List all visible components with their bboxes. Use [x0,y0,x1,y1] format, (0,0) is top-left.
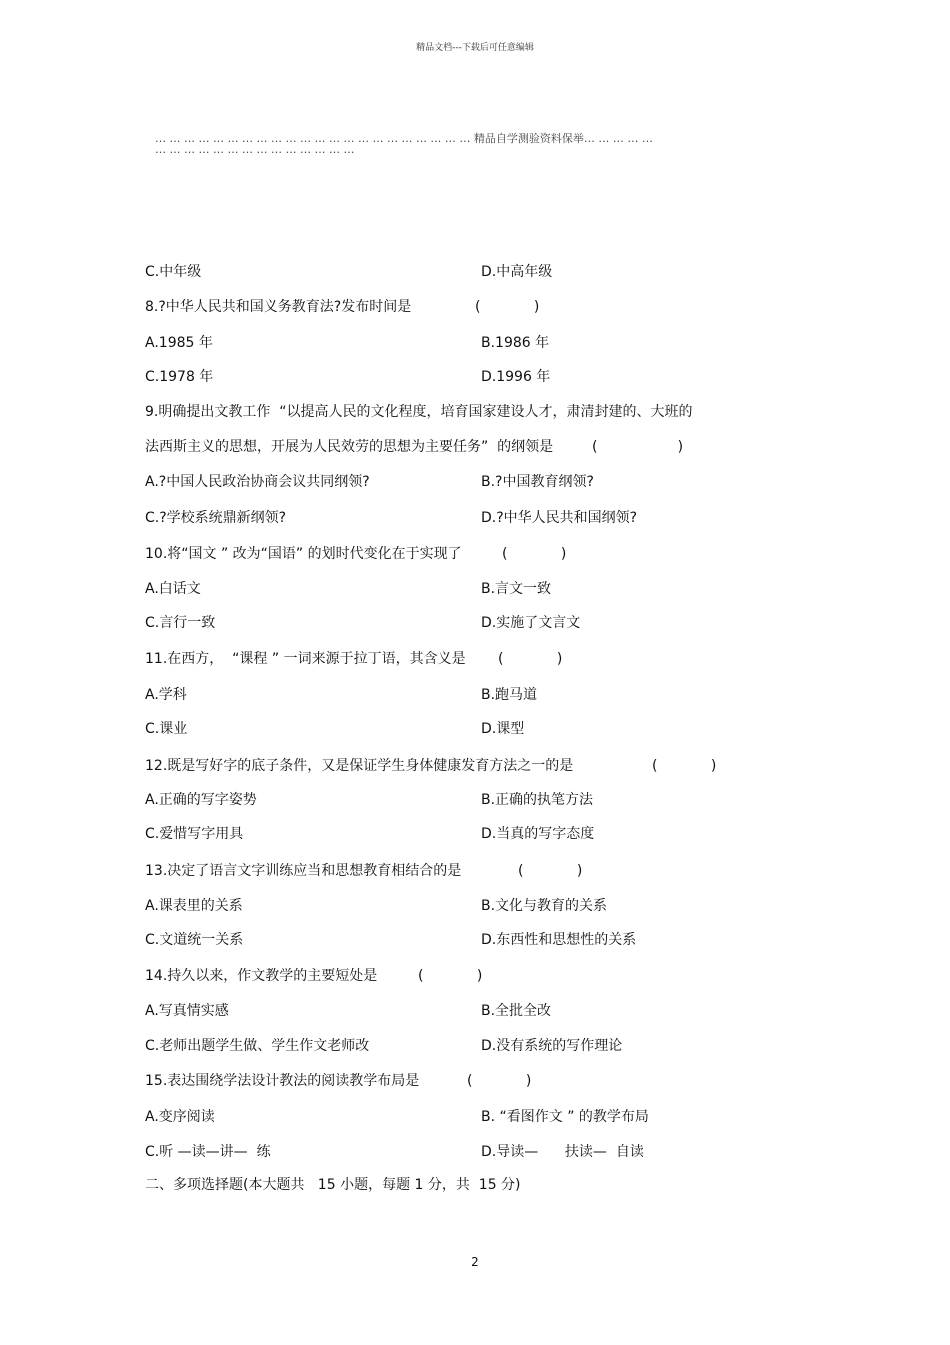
q7-option-d: D.中高年级 [481,264,553,280]
q7-option-c: C.中年级 [145,264,202,280]
q12-option-a: A.正确的写字姿势 [145,792,257,808]
q13-answer-paren: ( ) [518,863,583,879]
q12-option-c: C.爱惜写字用具 [145,826,244,842]
q14-option-b: B.全批全改 [481,1003,552,1019]
q15-option-c: C.听 —读—讲— 练 [145,1144,271,1160]
page-number: 2 [471,1255,479,1269]
q8-option-b: B.1986 年 [481,335,550,351]
q8-option-c: C.1978 年 [145,369,214,385]
header-watermark: 精品文档---下载后可任意编辑 [416,43,534,53]
q13-option-a: A.课表里的关系 [145,898,243,914]
q11-option-c: C.课业 [145,721,188,737]
q15-option-a: A.变序阅读 [145,1109,215,1125]
header-dots-line-1: … … … … … … … … … … … … … … … … … … … … … … 精品自学测验资料保举… … … … … [155,132,653,145]
q12-answer-paren: ( ) [652,758,717,774]
q11-option-a: A.学科 [145,687,187,703]
q13-option-c: C.文道统一关系 [145,932,244,948]
q11-option-d: D.课型 [481,721,525,737]
q15-stem: 15.表达围绕学法设计教法的阅读教学布局是 [145,1073,420,1089]
q10-stem: 10.将“国文 ” 改为“国语” 的划时代变化在于实现了 [145,546,462,562]
section-2-heading: 二、多项选择题(本大题共 15 小题，每题 1 分，共 15 分) [145,1177,521,1193]
q9-stem-line-1: 9.明确提出文教工作 “以提高人民的文化程度，培育国家建设人才，肃清封建的、大班的 [145,404,693,420]
q9-answer-paren: ( ) [592,439,684,455]
q9-option-b: B.?中国教育纲领? [481,474,594,490]
q13-option-b: B.文化与教育的关系 [481,898,608,914]
q10-option-b: B.言文一致 [481,581,552,597]
q12-option-b: B.正确的执笔方法 [481,792,594,808]
q10-option-d: D.实施了文言文 [481,615,581,631]
q8-option-d: D.1996 年 [481,369,551,385]
q15-option-b: B. “看图作文 ” 的教学布局 [481,1109,649,1125]
q10-option-a: A.白话文 [145,581,201,597]
q9-stem-line-2: 法西斯主义的思想，开展为人民效劳的思想为主要任务” 的纲领是 [145,439,554,455]
q13-option-d: D.东西性和思想性的关系 [481,932,637,948]
q9-option-c: C.?学校系统鼎新纲领? [145,510,287,526]
q15-option-d: D.导读— 扶读— 自读 [481,1144,644,1160]
q10-answer-paren: ( ) [502,546,567,562]
q14-option-c: C.老师出题学生做、学生作文老师改 [145,1038,370,1054]
q13-stem: 13.决定了语言文字训练应当和思想教育相结合的是 [145,863,462,879]
q15-answer-paren: ( ) [467,1073,532,1089]
q8-stem: 8.?中华人民共和国义务教育法?发布时间是 [145,299,412,315]
q14-stem: 14.持久以来，作文教学的主要短处是 [145,968,378,984]
q10-option-c: C.言行一致 [145,615,216,631]
q9-option-a: A.?中国人民政治协商会议共同纲领? [145,474,370,490]
q8-answer-paren: ( ) [475,299,540,315]
q14-option-d: D.没有系统的写作理论 [481,1038,623,1054]
q11-answer-paren: ( ) [498,651,563,667]
q11-stem: 11.在西方， “课程 ” 一词来源于拉丁语，其含义是 [145,651,466,667]
q14-option-a: A.写真情实感 [145,1003,229,1019]
q12-stem: 12.既是写好字的底子条件，又是保证学生身体健康发育方法之一的是 [145,758,574,774]
q12-option-d: D.当真的写字态度 [481,826,595,842]
q9-option-d: D.?中华人民共和国纲领? [481,510,638,526]
q11-option-b: B.跑马道 [481,687,538,703]
q8-option-a: A.1985 年 [145,335,213,351]
header-dots-line-2: … … … … … … … … … … … … … … [155,143,355,156]
q14-answer-paren: ( ) [418,968,483,984]
